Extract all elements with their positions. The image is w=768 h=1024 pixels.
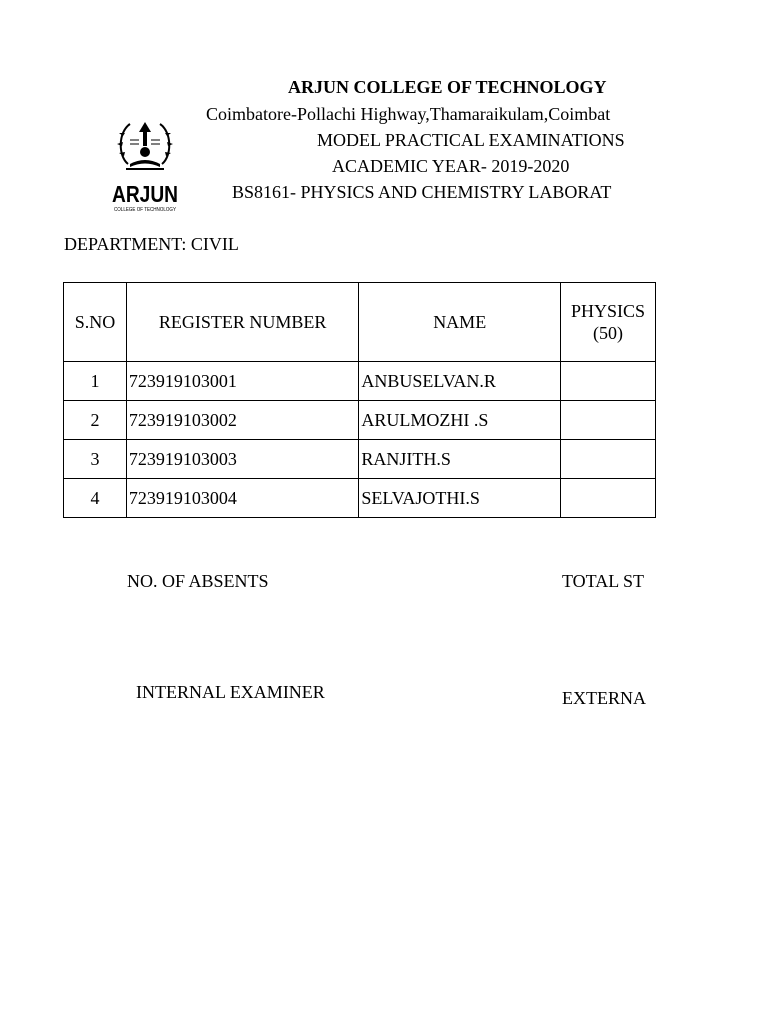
cell-register-number: 723919103002 [126, 401, 358, 440]
physics-label: PHYSICS [571, 301, 646, 321]
absents-label: NO. OF ABSENTS [127, 571, 269, 591]
cell-name: ANBUSELVAN.R [359, 362, 561, 401]
cell-sno: 4 [64, 479, 127, 518]
column-header-register-number: REGISTER NUMBER [126, 283, 358, 362]
exam-title: MODEL PRACTICAL EXAMINATIONS [317, 130, 625, 150]
cell-sno: 2 [64, 401, 127, 440]
cell-physics-marks [561, 362, 656, 401]
total-students-label: TOTAL ST [562, 571, 645, 591]
cell-register-number: 723919103004 [126, 479, 358, 518]
table-header-row [64, 283, 656, 362]
college-logo [110, 116, 180, 216]
marks-table [63, 282, 656, 518]
subject-title: BS8161- PHYSICS AND CHEMISTRY LABORAT [232, 182, 612, 202]
cell-sno: 1 [64, 362, 127, 401]
cell-sno: 3 [64, 440, 127, 479]
cell-name: ARULMOZHI .S [359, 401, 561, 440]
cell-register-number: 723919103003 [126, 440, 358, 479]
cell-physics-marks [561, 401, 656, 440]
table-row [64, 479, 656, 518]
cell-name: SELVAJOTHI.S [359, 479, 561, 518]
cell-register-number: 723919103001 [126, 362, 358, 401]
column-header-name: NAME [359, 283, 561, 362]
logo-wordmark: ARJUN [112, 181, 178, 207]
cell-name: RANJITH.S [359, 440, 561, 479]
college-address: Coimbatore-Pollachi Highway,Thamaraikulam,Coimbat [206, 104, 611, 124]
physics-max-marks: (50) [593, 323, 624, 343]
table-row [64, 440, 656, 479]
table-row [64, 362, 656, 401]
college-name: ARJUN COLLEGE OF TECHNOLOGY [288, 77, 607, 97]
cell-physics-marks [561, 479, 656, 518]
internal-examiner-label: INTERNAL EXAMINER [136, 682, 325, 702]
academic-year: ACADEMIC YEAR- 2019-2020 [332, 156, 570, 176]
logo-subtitle: COLLEGE OF TECHNOLOGY [114, 207, 177, 213]
column-header-physics [561, 283, 656, 362]
external-examiner-label: EXTERNA [562, 688, 646, 708]
table-row [64, 401, 656, 440]
department-label: DEPARTMENT: CIVIL [64, 234, 239, 254]
column-header-sno: S.NO [64, 283, 127, 362]
cell-physics-marks [561, 440, 656, 479]
